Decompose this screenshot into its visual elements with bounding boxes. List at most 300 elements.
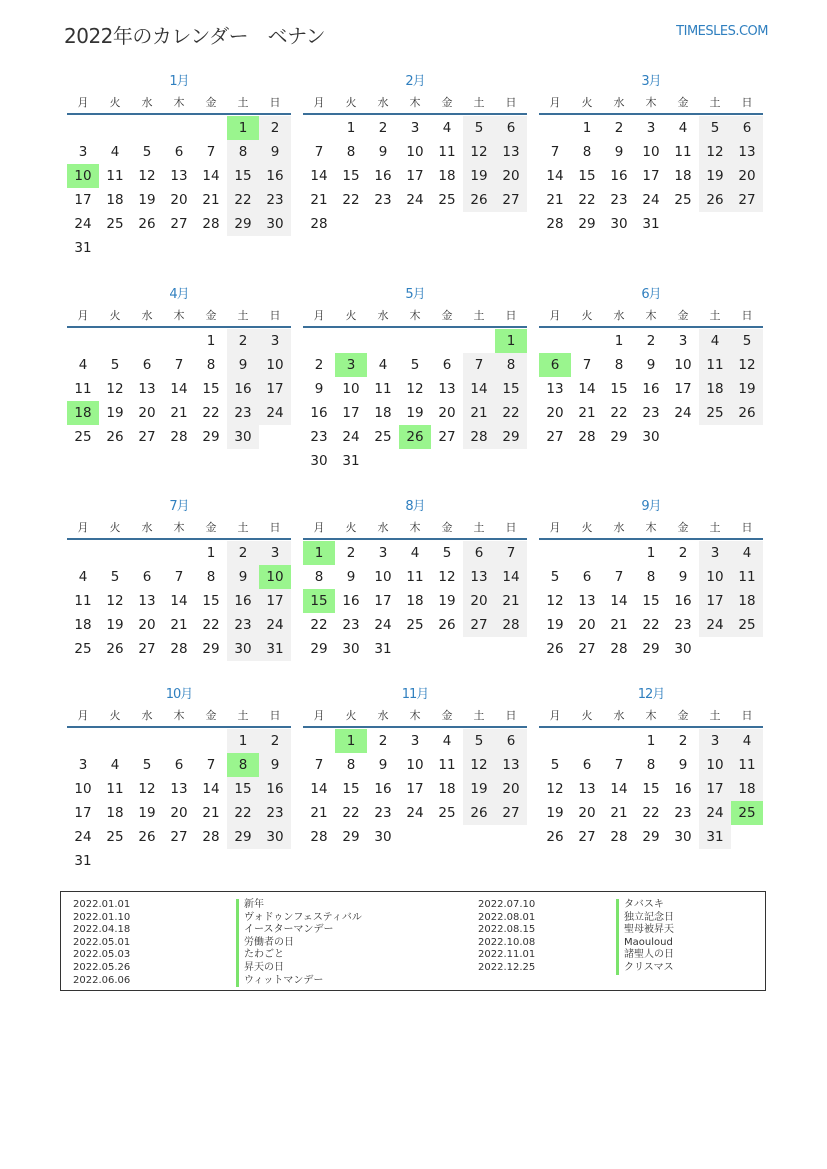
day-cell: 14 [495,565,527,589]
day-cell: 23 [310,429,328,445]
day-cell: 16 [610,168,628,184]
weekday-label: 日 [741,709,753,722]
day-cell: 3 [699,729,731,753]
empty-cell [99,329,131,353]
weekday-label: 金 [677,309,689,322]
day-cell: 30 [259,825,291,849]
weekday-label: 土 [237,96,249,109]
day-cell: 15 [610,381,628,397]
weekday-label: 日 [505,709,517,722]
day-cell: 2 [346,545,356,561]
weekday-header [539,516,763,540]
day-cell: 30 [610,216,628,232]
day-cell: 5 [463,729,495,753]
day-cell: 30 [674,829,692,845]
day-cell: 13 [438,381,456,397]
day-cell: 15 [642,781,660,797]
weekday-label: 火 [345,96,357,109]
empty-cell [571,541,603,565]
day-cell: 3 [646,120,656,136]
day-cell: 18 [374,405,392,421]
day-cell: 11 [731,565,763,589]
weekday-label: 土 [237,309,249,322]
day-cell: 4 [442,733,452,749]
holiday-day-cell: 18 [67,401,99,425]
weekday-label: 木 [645,96,657,109]
empty-cell [163,729,195,753]
holiday-day-cell: 1 [335,729,367,753]
holiday-name: 諸聖人の日 [616,949,674,962]
day-cell: 20 [495,164,527,188]
day-cell: 3 [410,733,420,749]
empty-cell [603,729,635,753]
day-grid [539,729,763,849]
day-cell: 16 [227,377,259,401]
weekday-label: 金 [677,96,689,109]
month-name: 11月 [401,687,429,702]
day-cell: 1 [206,333,216,349]
day-cell: 17 [674,381,692,397]
day-cell: 15 [202,381,220,397]
weekday-label: 火 [109,96,121,109]
day-cell: 19 [731,377,763,401]
day-cell: 26 [138,216,156,232]
holiday-day-cell: 6 [539,353,571,377]
weekday-label: 木 [409,521,421,534]
day-cell: 6 [731,116,763,140]
day-cell: 21 [202,805,220,821]
day-cell: 19 [699,164,731,188]
empty-cell [163,116,195,140]
day-cell: 14 [610,593,628,609]
weekday-label: 水 [613,709,625,722]
weekday-header [539,704,763,728]
day-cell: 10 [259,353,291,377]
weekday-label: 火 [581,96,593,109]
weekday-label: 月 [77,309,89,322]
day-cell: 8 [206,569,216,585]
day-cell: 15 [342,168,360,184]
day-cell: 17 [74,805,92,821]
day-cell: 21 [170,405,188,421]
day-cell: 8 [614,357,624,373]
day-cell: 3 [78,757,88,773]
day-cell: 2 [378,733,388,749]
day-cell: 21 [202,192,220,208]
day-cell: 13 [138,593,156,609]
day-cell: 22 [342,192,360,208]
day-cell: 17 [642,168,660,184]
day-cell: 19 [406,405,424,421]
empty-cell [603,541,635,565]
weekday-header [303,91,527,115]
day-cell: 28 [610,829,628,845]
day-cell: 6 [174,144,184,160]
day-grid [67,116,291,260]
day-cell: 12 [106,381,124,397]
day-cell: 5 [550,569,560,585]
day-cell: 9 [678,757,688,773]
day-cell: 13 [495,140,527,164]
day-cell: 20 [578,617,596,633]
holiday-name: イースターマンデー [236,924,362,937]
day-cell: 4 [731,729,763,753]
day-cell: 28 [463,425,495,449]
weekday-header [67,304,291,328]
day-cell: 17 [259,589,291,613]
day-cell: 22 [495,401,527,425]
day-grid [539,116,763,236]
weekday-label: 金 [441,309,453,322]
day-cell: 1 [206,545,216,561]
weekday-label: 木 [173,521,185,534]
day-cell: 22 [342,805,360,821]
day-cell: 31 [259,637,291,661]
weekday-header [303,704,527,728]
holiday-name: 独立記念日 [616,912,674,925]
holiday-date: 2022.05.03 [73,949,131,961]
day-cell: 12 [106,593,124,609]
day-cell: 24 [74,216,92,232]
day-cell: 8 [646,757,656,773]
day-grid [303,541,527,661]
day-cell: 8 [227,140,259,164]
legend-names-right [616,899,674,975]
day-cell: 10 [674,357,692,373]
day-cell: 4 [78,569,88,585]
day-cell: 7 [206,144,216,160]
weekday-label: 木 [173,309,185,322]
holiday-legend [60,891,766,991]
month-name: 10月 [165,687,193,702]
day-cell: 2 [646,333,656,349]
day-cell: 21 [310,192,328,208]
day-cell: 23 [342,617,360,633]
empty-cell [399,329,431,353]
day-cell: 16 [310,405,328,421]
weekday-label: 日 [505,309,517,322]
day-cell: 22 [310,617,328,633]
holiday-name: 労働者の日 [236,937,362,950]
day-cell: 30 [374,829,392,845]
holiday-day-cell: 25 [731,801,763,825]
empty-cell [131,329,163,353]
day-cell: 7 [495,541,527,565]
day-cell: 20 [138,405,156,421]
weekday-label: 月 [549,96,561,109]
site-link[interactable]: TIMESLES.COM [676,24,768,39]
holiday-day-cell: 1 [227,116,259,140]
holiday-date: 2022.05.01 [73,936,131,948]
day-cell: 26 [106,641,124,657]
day-cell: 23 [227,401,259,425]
weekday-label: 水 [377,96,389,109]
day-cell: 2 [314,357,324,373]
day-cell: 27 [578,641,596,657]
holiday-name: タバスキ [616,899,674,912]
weekday-label: 月 [313,309,325,322]
day-cell: 13 [731,140,763,164]
day-cell: 4 [110,144,120,160]
day-cell: 24 [74,829,92,845]
day-cell: 24 [699,801,731,825]
day-cell: 21 [495,589,527,613]
weekday-label: 日 [505,96,517,109]
day-cell: 15 [227,164,259,188]
day-cell: 18 [699,377,731,401]
day-cell: 9 [646,357,656,373]
month-calendar [67,286,291,449]
weekday-label: 金 [677,709,689,722]
month-name: 4月 [169,287,189,302]
day-cell: 7 [614,569,624,585]
day-cell: 19 [546,805,564,821]
day-cell: 24 [374,617,392,633]
day-cell: 16 [674,781,692,797]
day-cell: 3 [678,333,688,349]
day-cell: 12 [438,569,456,585]
day-cell: 26 [699,188,731,212]
holiday-day-cell: 15 [303,589,335,613]
day-cell: 20 [170,805,188,821]
day-cell: 4 [378,357,388,373]
day-cell: 28 [310,216,328,232]
month-name: 3月 [641,74,661,89]
month-name: 1月 [169,74,189,89]
day-cell: 25 [674,192,692,208]
empty-cell [67,541,99,565]
day-cell: 25 [699,401,731,425]
month-calendar [303,286,527,473]
day-cell: 12 [463,753,495,777]
day-grid [539,329,763,449]
day-cell: 8 [346,757,356,773]
day-cell: 10 [642,144,660,160]
empty-cell [99,541,131,565]
day-cell: 20 [546,405,564,421]
day-cell: 25 [438,805,456,821]
day-cell: 6 [142,569,152,585]
empty-cell [539,116,571,140]
holiday-date: 2022.11.01 [478,949,536,961]
weekday-header [303,304,527,328]
empty-cell [67,329,99,353]
day-cell: 30 [227,637,259,661]
weekday-label: 水 [613,521,625,534]
month-name: 9月 [641,499,661,514]
weekday-label: 木 [173,96,185,109]
day-cell: 28 [170,429,188,445]
day-cell: 23 [674,805,692,821]
empty-cell [539,329,571,353]
day-cell: 9 [314,381,324,397]
day-cell: 27 [138,641,156,657]
weekday-label: 火 [109,709,121,722]
day-cell: 9 [614,144,624,160]
day-cell: 28 [495,613,527,637]
day-cell: 27 [495,801,527,825]
day-cell: 20 [731,164,763,188]
day-cell: 1 [614,333,624,349]
legend-dates-right [478,899,535,975]
holiday-name: クリスマス [616,962,674,975]
day-cell: 20 [495,777,527,801]
day-cell: 4 [410,545,420,561]
day-cell: 21 [546,192,564,208]
day-cell: 3 [699,541,731,565]
day-cell: 30 [259,212,291,236]
day-cell: 28 [202,216,220,232]
weekday-label: 月 [77,96,89,109]
weekday-label: 土 [473,709,485,722]
day-cell: 10 [406,757,424,773]
weekday-header [67,91,291,115]
weekday-label: 月 [313,96,325,109]
weekday-label: 土 [709,709,721,722]
empty-cell [195,729,227,753]
day-cell: 27 [170,829,188,845]
empty-cell [571,729,603,753]
weekday-label: 木 [173,709,185,722]
day-cell: 15 [578,168,596,184]
day-cell: 9 [259,140,291,164]
holiday-day-cell: 1 [495,329,527,353]
day-cell: 31 [642,216,660,232]
day-cell: 12 [731,353,763,377]
holiday-date: 2022.05.26 [73,961,131,973]
day-cell: 16 [374,168,392,184]
day-cell: 30 [674,641,692,657]
day-cell: 20 [578,805,596,821]
weekday-label: 日 [741,309,753,322]
day-cell: 8 [314,569,324,585]
day-cell: 28 [202,829,220,845]
weekday-label: 水 [141,96,153,109]
month-calendar [539,498,763,661]
weekday-label: 木 [409,709,421,722]
empty-cell [131,116,163,140]
day-cell: 16 [259,164,291,188]
holiday-date: 2022.06.06 [73,974,131,986]
day-cell: 24 [699,613,731,637]
day-cell: 23 [259,801,291,825]
day-cell: 16 [674,593,692,609]
day-cell: 26 [138,829,156,845]
day-cell: 16 [642,381,660,397]
weekday-header [67,516,291,540]
weekday-label: 木 [409,309,421,322]
day-cell: 21 [578,405,596,421]
weekday-label: 日 [269,521,281,534]
weekday-label: 土 [237,709,249,722]
empty-cell [335,329,367,353]
month-calendar [303,498,527,661]
day-cell: 11 [374,381,392,397]
day-cell: 23 [259,188,291,212]
day-cell: 27 [463,613,495,637]
holiday-day-cell: 1 [303,541,335,565]
day-cell: 15 [495,377,527,401]
month-name: 2月 [405,74,425,89]
day-cell: 11 [674,144,692,160]
holiday-date: 2022.04.18 [73,924,131,936]
day-cell: 11 [74,593,92,609]
day-cell: 9 [227,353,259,377]
month-calendar [67,498,291,661]
day-cell: 8 [206,357,216,373]
day-cell: 18 [438,781,456,797]
day-cell: 21 [610,805,628,821]
day-cell: 4 [78,357,88,373]
day-cell: 12 [463,140,495,164]
weekday-label: 金 [441,521,453,534]
day-cell: 8 [495,353,527,377]
day-cell: 20 [463,589,495,613]
day-cell: 7 [550,144,560,160]
day-cell: 5 [699,116,731,140]
day-cell: 1 [227,729,259,753]
weekday-label: 金 [205,521,217,534]
weekday-label: 土 [709,96,721,109]
month-name: 12月 [637,687,665,702]
day-cell: 13 [463,565,495,589]
holiday-name: 聖母被昇天 [616,924,674,937]
day-cell: 29 [202,429,220,445]
holiday-name: 昇天の日 [236,962,362,975]
day-cell: 27 [495,188,527,212]
day-cell: 4 [110,757,120,773]
day-cell: 16 [342,593,360,609]
weekday-label: 火 [345,309,357,322]
weekday-label: 火 [581,521,593,534]
day-cell: 14 [310,781,328,797]
day-cell: 24 [406,805,424,821]
weekday-label: 金 [205,96,217,109]
day-cell: 26 [463,188,495,212]
weekday-header [67,704,291,728]
day-grid [303,116,527,236]
day-cell: 18 [406,593,424,609]
day-cell: 29 [227,212,259,236]
day-cell: 13 [170,168,188,184]
weekday-label: 水 [141,709,153,722]
empty-cell [539,541,571,565]
day-cell: 23 [374,805,392,821]
weekday-header [303,516,527,540]
day-cell: 4 [442,120,452,136]
month-calendar [67,686,291,873]
day-cell: 18 [74,617,92,633]
day-cell: 29 [578,216,596,232]
holiday-name: ヴォドゥンフェスティバル [236,912,362,925]
day-cell: 26 [546,829,564,845]
day-cell: 18 [106,805,124,821]
holiday-date: 2022.08.15 [478,924,536,936]
day-cell: 6 [495,729,527,753]
day-cell: 26 [546,641,564,657]
day-cell: 25 [731,613,763,637]
weekday-label: 木 [645,309,657,322]
page-title: 2022年のカレンダー ベナン [64,24,326,48]
weekday-label: 金 [677,521,689,534]
weekday-label: 月 [549,521,561,534]
day-cell: 22 [227,801,259,825]
day-cell: 22 [578,192,596,208]
weekday-label: 土 [473,96,485,109]
empty-cell [67,729,99,753]
day-cell: 28 [610,641,628,657]
weekday-label: 水 [377,709,389,722]
